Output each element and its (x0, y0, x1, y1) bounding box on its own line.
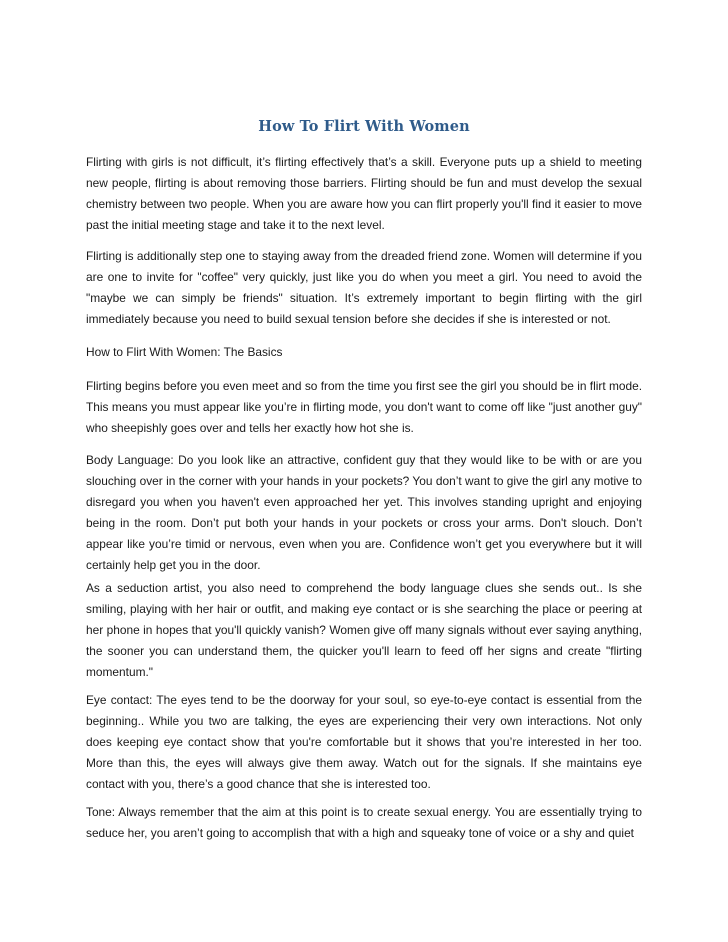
page-title: How To Flirt With Women (258, 118, 470, 135)
paragraph-friend-zone: Flirting is additionally step one to staying away from the dreaded friend zone. Women will determine if you are one to invite for "coffee" very quickly, just like you do when you meet a girl. You need to avoid the "maybe we can simply be friends" situation. It’s extremely important to begin flirting with the girl immediately because you need to build sexual tension before she decides if she is interested or not. (86, 249, 642, 326)
paragraph-tone: Tone: Always remember that the aim at this point is to create sexual energy. You are essentially trying to seduce her, you aren’t going to accomplish that with a high and squeaky tone of voice or a shy and quiet (86, 805, 642, 840)
paragraph-body-language: Body Language: Do you look like an attractive, confident guy that they would like to be with or are you slouching over in the corner with your hands in your pockets? You don’t want to give the girl any motive to disregard you when you haven't even approached her yet. This involves standing upright and enjoying being in the room. Don’t put both your hands in your pockets or cross your arms. Don't slouch. Don’t appear like you’re timid or nervous, even when you are. Confidence won’t get you everywhere but it will certainly help get you in the door. (86, 453, 642, 572)
section-heading-basics: How to Flirt With Women: The Basics (86, 345, 283, 359)
paragraph-flirt-mode: Flirting begins before you even meet and so from the time you first see the girl you should be in flirt mode. This means you must appear like you’re in flirting mode, you don't want to come off like "just another guy" who sheepishly goes over and tells her exactly how hot she is. (86, 379, 642, 435)
paragraph-eye-contact: Eye contact: The eyes tend to be the doorway for your soul, so eye-to-eye contact is essential from the beginning.. While you two are talking, the eyes are experiencing their very own interactions. Not only does keeping eye contact show that you're comfortable but it shows that you’re interested in her too. More than this, the eyes will always give them away. Watch out for the signals. If she maintains eye contact with you, there’s a good chance that she is interested too. (86, 693, 642, 791)
paragraph-intro: Flirting with girls is not difficult, it’s flirting effectively that’s a skill. Everyone puts up a shield to meeting new people, flirting is about removing those barriers. Flirting should be fun and must develop the sexual chemistry between two people. When you are aware how you can flirt properly you'll find it easier to move past the initial meeting stage and take it to the next level. (86, 155, 642, 232)
paragraph-seduction-artist: As a seduction artist, you also need to comprehend the body language clues she sends out.. Is she smiling, playing with her hair or outfit, and making eye contact or is she searching the place or peering at her phone in hopes that you'll quickly vanish? Women give off many signals without ever saying anything, the sooner you can understand them, the quicker you'll learn to feed off her signs and create "flirting momentum." (86, 581, 642, 679)
